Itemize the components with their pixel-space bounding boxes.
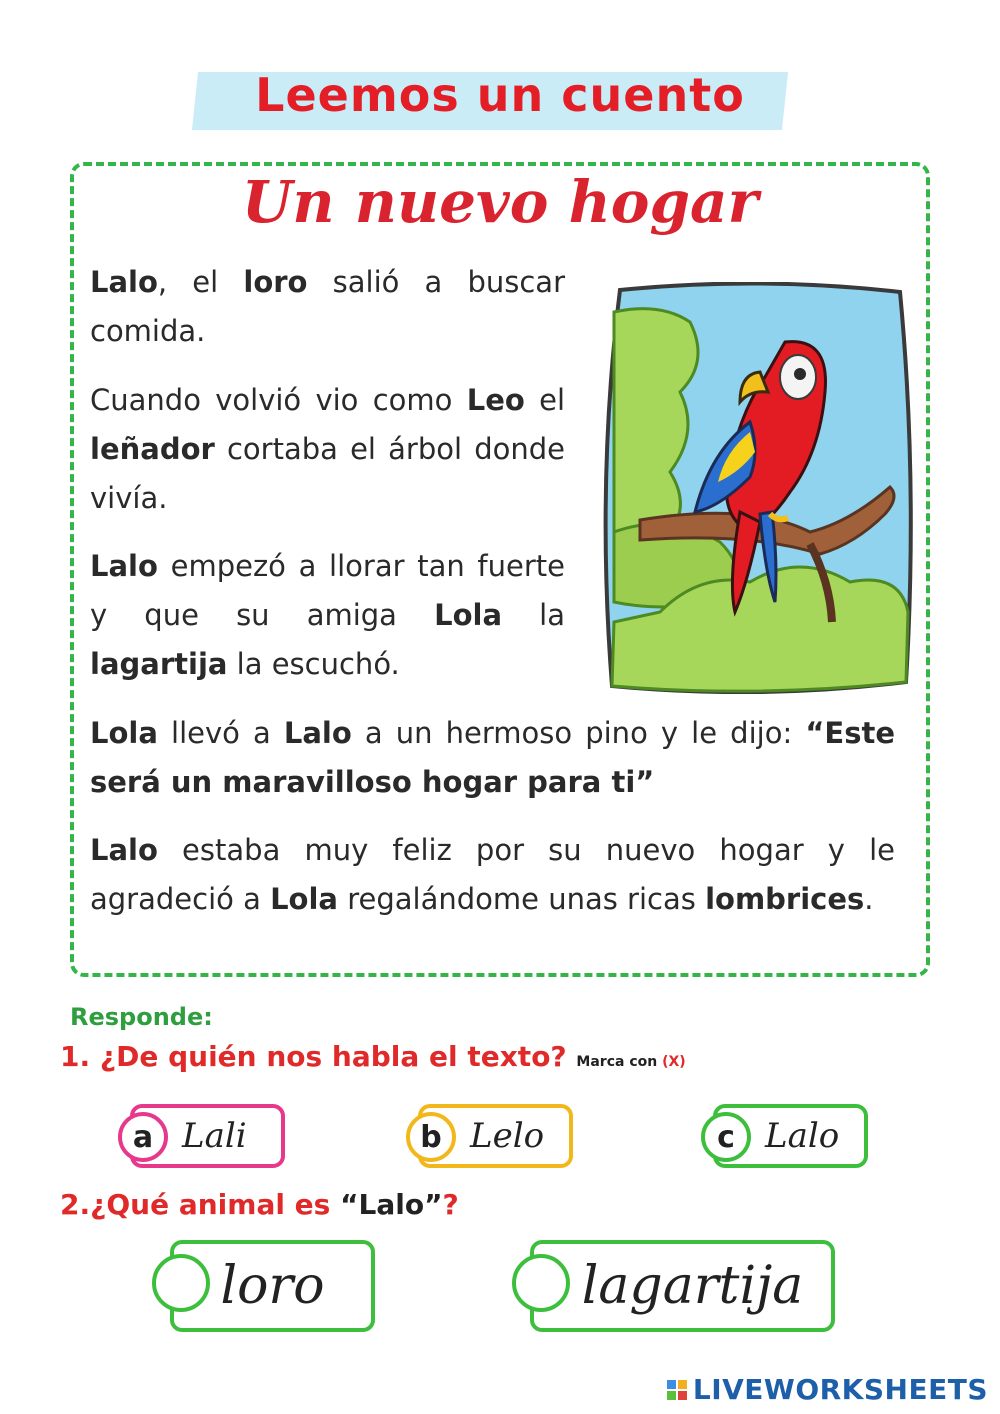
option-c-label: Lalo <box>765 1116 840 1156</box>
option-c-letter: c <box>701 1112 751 1162</box>
answer-loro-label: loro <box>220 1256 325 1316</box>
option-a-label: Lali <box>182 1116 247 1156</box>
option-a-letter: a <box>118 1112 168 1162</box>
story-title: Un nuevo hogar <box>241 168 759 236</box>
option-b-label: Lelo <box>470 1116 545 1156</box>
page-title: Leemos un cuento <box>255 68 745 122</box>
parrot-on-branch-illustration <box>600 282 915 694</box>
responde-label: Responde: <box>70 1003 213 1031</box>
option-c[interactable] <box>713 1104 868 1168</box>
answer-lagartija-label: lagartija <box>581 1256 804 1316</box>
answer-lagartija[interactable] <box>530 1240 835 1332</box>
story-paragraph-1: Lalo, el loro salió a buscar comida. <box>90 265 565 348</box>
story-paragraph-5: Lalo estaba muy feliz por su nuevo hogar y le agradeció a Lola regalándome unas ricas lombrices. <box>90 833 895 916</box>
question-2: 2.¿Qué animal es “Lalo”? <box>60 1188 459 1221</box>
option-b-letter: b <box>406 1112 456 1162</box>
option-a[interactable] <box>130 1104 285 1168</box>
option-b[interactable] <box>418 1104 573 1168</box>
story-paragraph-4: Lola llevó a Lalo a un hermoso pino y le dijo: “Este será un maravilloso hogar para ti” <box>90 716 895 799</box>
answer-loro[interactable] <box>170 1240 375 1332</box>
liveworksheets-icon <box>667 1380 687 1400</box>
story-paragraph-3: Lalo empezó a llorar tan fuerte y que su amiga Lola la lagartija la escuchó. <box>90 549 565 681</box>
story-paragraph-2: Cuando volvió vio como Leo el leñador cortaba el árbol donde vivía. <box>90 383 565 515</box>
answer-lagartija-circle[interactable] <box>512 1254 570 1312</box>
liveworksheets-logo: LIVEWORKSHEETS <box>667 1373 988 1406</box>
question-1: 1. ¿De quién nos habla el texto? Marca con (X) <box>60 1040 686 1073</box>
answer-loro-circle[interactable] <box>152 1254 210 1312</box>
